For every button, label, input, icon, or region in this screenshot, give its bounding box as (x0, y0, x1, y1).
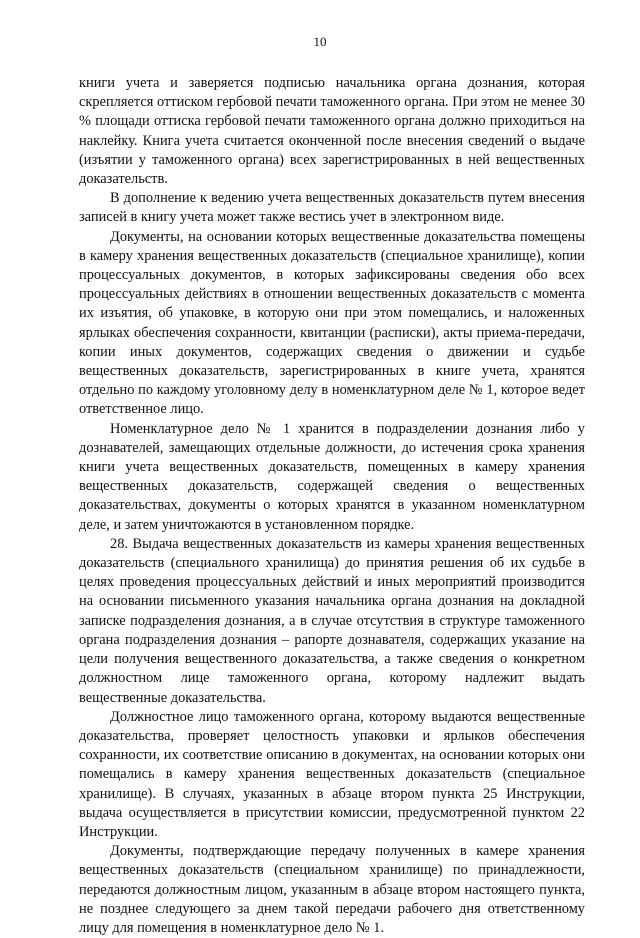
paragraph-nomenclature-file: Номенклатурное дело № 1 хранится в подразделении дознания либо у дознавателей, замещающих отдельные должности, до истечения срока хранения книги учета вещественных доказательств, помещенных в камеру хранения вещественных доказательств, содержащей сведения о вещественных доказательствах, документы о которых хранятся в указанном номенклатурном деле, и затем уничтожаются в установленном порядке. (79, 420, 585, 533)
paragraph-continuation: книги учета и заверяется подписью начальника органа дознания, которая скрепляется оттиском гербовой печати таможенного органа. При этом не менее 30 % площади оттиска гербовой печати таможенного органа должно приходиться на наклейку. Книга учета считается оконченной после внесения сведений о выдаче (изъятии у таможенного органа) всех зарегистрированных в ней вещественных доказательств. (79, 75, 585, 188)
document-body (79, 74, 585, 938)
paragraph-documents-storage: Документы, на основании которых вещественные доказательства помещены в камеру хранения вещественных доказательств (специальное хранилище), копии процессуальных документов, в которых зафиксированы сведения обо всех процессуальных действиях в отношении вещественных доказательств с момента их изъятия, об упаковке, в которую они при этом помещались, и наложенных ярлыках обеспечения сохранности, квитанции (расписки), акты приема-передачи, копии иных документов, содержащих сведения о движении и судьбе вещественных доказательств, зарегистрированных в книге учета, хранятся отдельно по каждому уголовному делу в номенклатурном деле № 1, которое ведет ответственное лицо. (79, 228, 585, 418)
paragraph-official-check: Должностное лицо таможенного органа, которому выдаются вещественные доказательства, проверяет целостность упаковки и ярлыков обеспечения сохранности, их соответствие описанию в документах, на основании которых они помещались в камеру хранения вещественных доказательств (специальное хранилище). В случаях, указанных в абзаце втором пункта 25 Инструкции, выдача осуществляется в присутствии комиссии, предусмотренной пунктом 22 Инструкции. (79, 708, 585, 840)
paragraph-item-28: 28. Выдача вещественных доказательств из камеры хранения вещественных доказательств (специального хранилища) до принятия решения об их судьбе в целях проведения процессуальных действий и иных мероприятий производится на основании письменного указания начальника органа дознания на докладной записке подразделения дознания, а в случае отсутствия в структуре таможенного органа подразделения дознания – рапорте дознавателя, содержащих указание на цели получения вещественного доказательства, а также сведения о конкретном должностном лице таможенного органа, которому надлежит выдать вещественные доказательства. (79, 535, 585, 706)
page-number: 10 (313, 34, 327, 49)
paragraph-transfer-documents: Документы, подтверждающие передачу полученных в камере хранения вещественных доказательств (специальном хранилище) по принадлежности, передаются должностным лицом, указанным в абзаце втором настоящего пункта, не позднее следующего за днем такой передачи рабочего дня ответственному лицу для помещения в номенклатурное дело № 1. (79, 843, 585, 936)
paragraph-electronic-record: В дополнение к ведению учета вещественных доказательств путем внесения записей в книгу учета может также вестись учет в электронном виде. (79, 190, 585, 226)
